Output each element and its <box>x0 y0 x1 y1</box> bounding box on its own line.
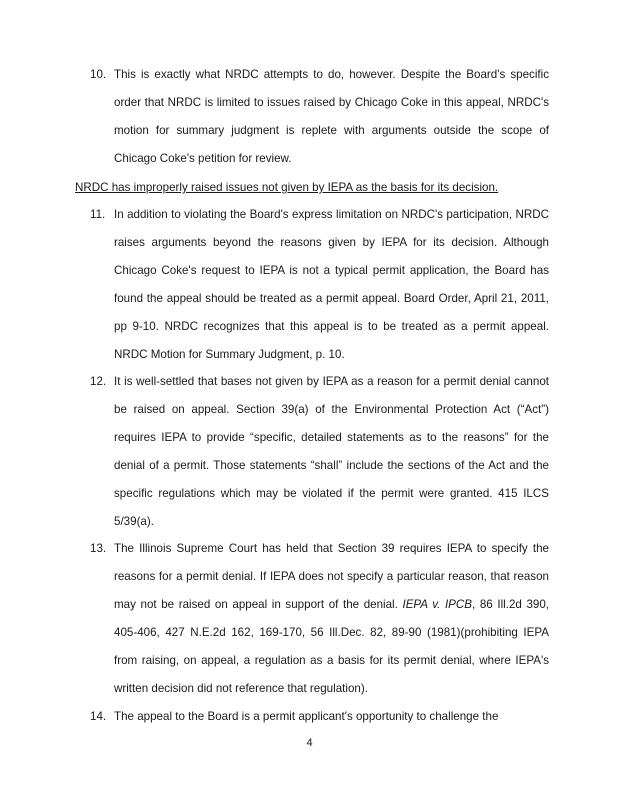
paragraph-10 <box>90 61 549 173</box>
paragraph-text-before: The Illinois Supreme Court has held that Section 39 requires IEPA to specify the reasons for a permit denial. If IEPA does not specify a particular reason, that reason may not be raised on appeal in support of the denial. <box>114 542 549 611</box>
paragraph-text: The appeal to the Board is a permit applicant's opportunity to challenge the <box>114 710 499 724</box>
page-number: 4 <box>306 737 313 749</box>
paragraph-number: 10. <box>90 68 107 81</box>
paragraph-text <box>90 535 549 702</box>
paragraph-text-after: , 86 Ill.2d 390, 405-406, 427 N.E.2d 162, 169-170, 56 Ill.Dec. 82, 89-90 (1981)(prohibiting IEPA from raising, on appeal, a regulation as a basis for its permit denial, where IEPA's written decision did not reference that regulation). <box>114 597 550 695</box>
paragraph-number: 12. <box>90 375 107 388</box>
paragraph-number: 11. <box>90 208 106 221</box>
paragraph-text: In addition to violating the Board's express limitation on NRDC's participation, NRDC raises arguments beyond the reasons given by IEPA for its decision. Although Chicago Coke's request to IEPA is not a typical permit application, the Board has found the appeal should be treated as a permit appeal. Board Order, April 21, 2011, pp 9-10. NRDC recognizes that this appeal is to be treated as a permit appeal. NRDC Motion for Summary Judgment, p. 10. <box>114 208 549 361</box>
paragraph-12 <box>90 368 549 535</box>
section-heading: NRDC has improperly raised issues not given by IEPA as the basis for its decision. <box>75 181 499 194</box>
paragraph-number: 13. <box>90 542 107 555</box>
paragraph-14 <box>90 703 549 731</box>
paragraph-13 <box>90 535 549 702</box>
paragraph-11 <box>90 201 549 368</box>
paragraph-text: It is well-settled that bases not given by IEPA as a reason for a permit denial cannot be raised on appeal. Section 39(a) of the Environmental Protection Act (“Act”) requires IEPA to provide “specific, detailed statements as to the reasons” for the denial of a permit. Those statements “shall” include the sections of the Act and the specific regulations which may be violated if the permit were granted. 415 ILCS 5/39(a). <box>114 375 549 528</box>
paragraph-number: 14. <box>90 710 107 723</box>
paragraph-text: This is exactly what NRDC attempts to do, however. Despite the Board's specific order that NRDC is limited to issues raised by Chicago Coke in this appeal, NRDC's motion for summary judgment is replete with arguments outside the scope of Chicago Coke's petition for review. <box>114 68 549 165</box>
case-citation: IEPA v. IPCB <box>402 597 473 611</box>
